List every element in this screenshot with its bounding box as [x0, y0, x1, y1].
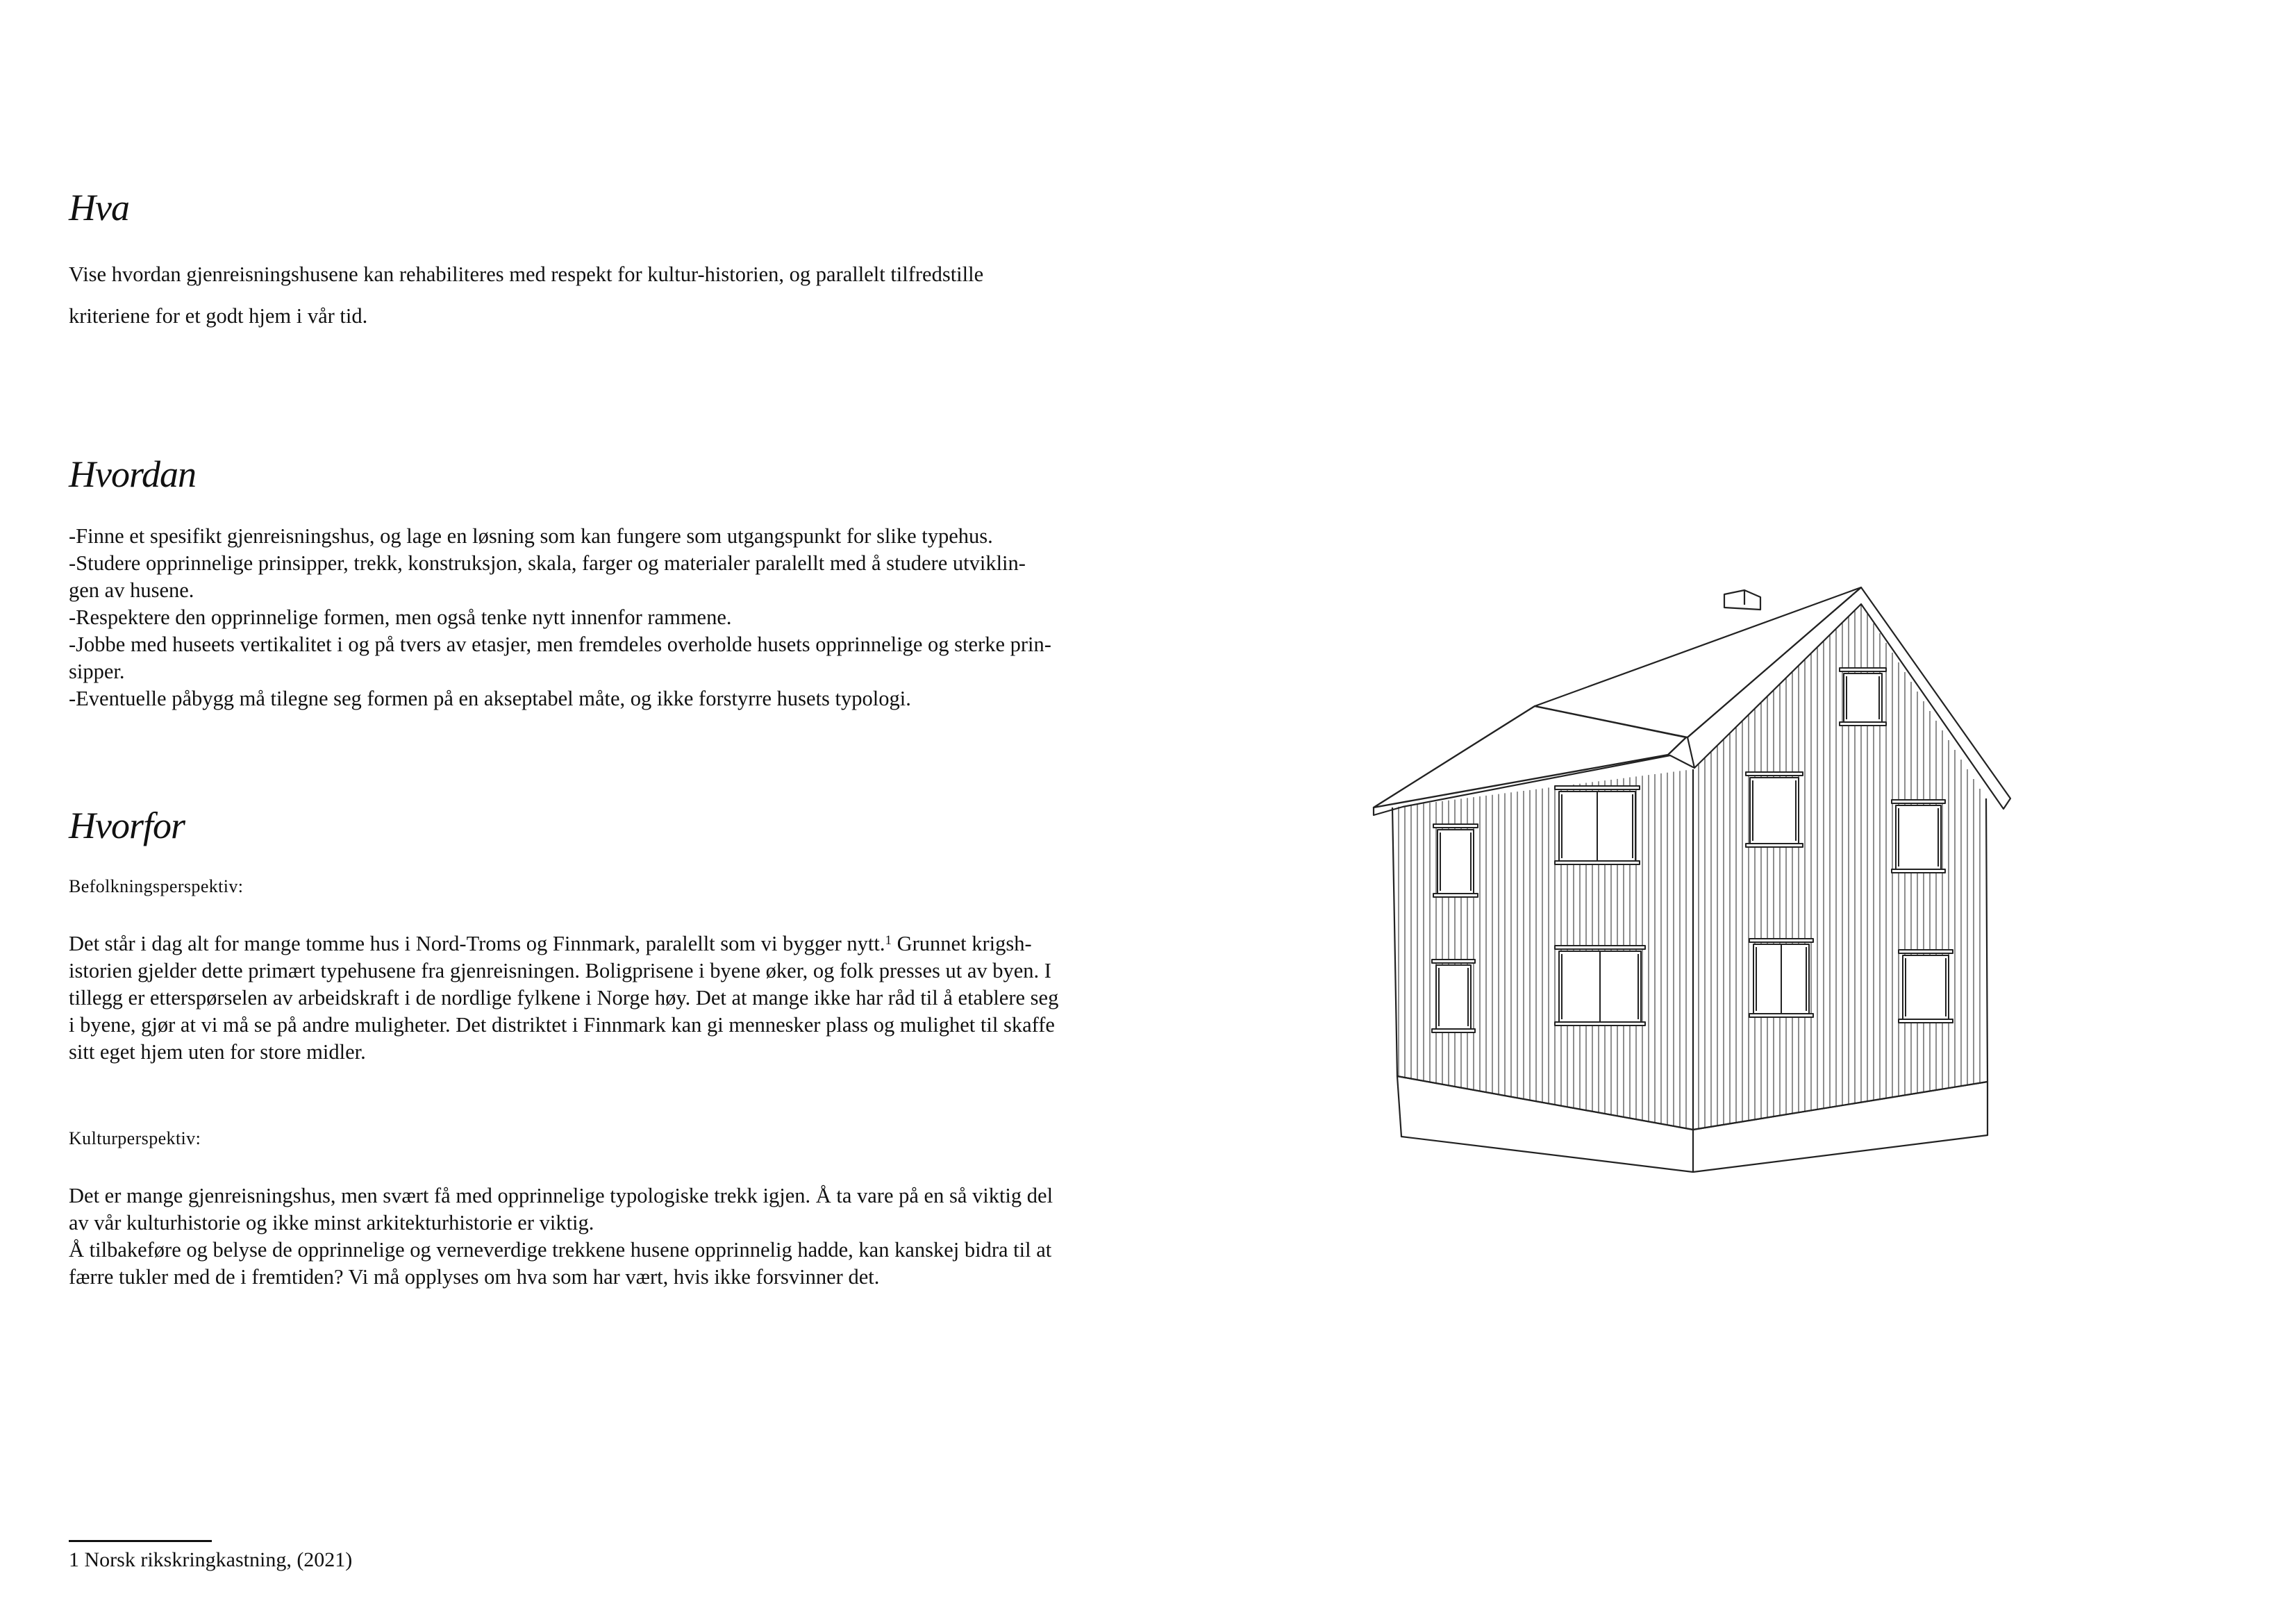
text-line: av vår kulturhistorie og ikke minst arkitekturhistorie er viktig. — [69, 1211, 594, 1234]
subheading-kultur: Kulturperspektiv: — [69, 1128, 201, 1148]
text-line: Vise hvordan gjenreisningshusene kan rehabiliteres med respekt for kultur-historien, og parallelt tilfredstille — [69, 262, 984, 286]
text-line: færre tukler med de i fremtiden? Vi må opplyses om hva som har vært, hvis ikke forsvinner det. — [69, 1265, 880, 1289]
text-line: -Finne et spesifikt gjenreisningshus, og lage en løsning som kan fungere som utgangspunkt for slike typehus. — [69, 524, 993, 548]
paragraph-befolkning — [69, 930, 1194, 1066]
footnote-text: 1 Norsk rikskringkastning, (2021) — [69, 1548, 353, 1571]
paragraph-kultur — [69, 1182, 1194, 1291]
subheading-befolkning: Befolkningsperspektiv: — [69, 876, 244, 896]
text-line: -Respektere den opprinnelige formen, men også tenke nytt innenfor rammene. — [69, 605, 732, 629]
text-line: -Eventuelle påbygg må tilegne seg formen på en akseptabel måte, og ikke forstyrre husets typologi. — [69, 687, 911, 710]
text-line: istorien gjelder dette primært typehusene fra gjenreisningen. Boligprisene i byene øker, og folk presses ut av byen. I — [69, 959, 1051, 982]
text-line: -Studere opprinnelige prinsipper, trekk, konstruksjon, skala, farger og materialer paralellt med å studere utviklin- — [69, 551, 1026, 575]
text-line: kriteriene for et godt hjem i vår tid. — [69, 304, 368, 328]
footnote-rule — [69, 1540, 212, 1542]
footnote-reference: 1 — [885, 933, 892, 948]
text-line: i byene, gjør at vi må se på andre muligheter. Det distriktet i Finnmark kan gi mennesker plass og mulighet til skaffe — [69, 1013, 1055, 1037]
text-line: -Jobbe med huseets vertikalitet i og på tvers av etasjer, men fremdeles overholde husets opprinnelige og sterke prin- — [69, 633, 1051, 656]
text-segment: Det står i dag alt for mange tomme hus i Nord-Troms og Finnmark, paralellt som vi bygger nytt. — [69, 932, 885, 955]
paragraph-hvordan — [69, 523, 1194, 712]
text-line: Det er mange gjenreisningshus, men svært få med opprinnelige typologiske trekk igjen. Å ta vare på en så viktig del — [69, 1184, 1053, 1207]
text-line: Å tilbakeføre og belyse de opprinnelige og verneverdige trekkene husene opprinnelig hadde, kan kanskej bidra til at — [69, 1238, 1052, 1262]
heading-hvordan: Hvordan — [69, 453, 196, 495]
text-line — [69, 930, 1194, 957]
text-line: sitt eget hjem uten for store midler. — [69, 1040, 366, 1064]
heading-hva: Hva — [69, 187, 129, 228]
text-line: gen av husene. — [69, 578, 194, 602]
text-line: sipper. — [69, 660, 125, 683]
heading-hvorfor: Hvorfor — [69, 805, 185, 846]
text-line: tillegg er etterspørselen av arbeidskraft i de nordlige fylkene i Norge høy. Det at mange ikke har råd til å etablere seg — [69, 986, 1059, 1010]
paragraph-hva — [69, 253, 1194, 337]
house-drawing-icon — [1361, 580, 2028, 1191]
text-segment: Grunnet krigsh- — [892, 932, 1032, 955]
